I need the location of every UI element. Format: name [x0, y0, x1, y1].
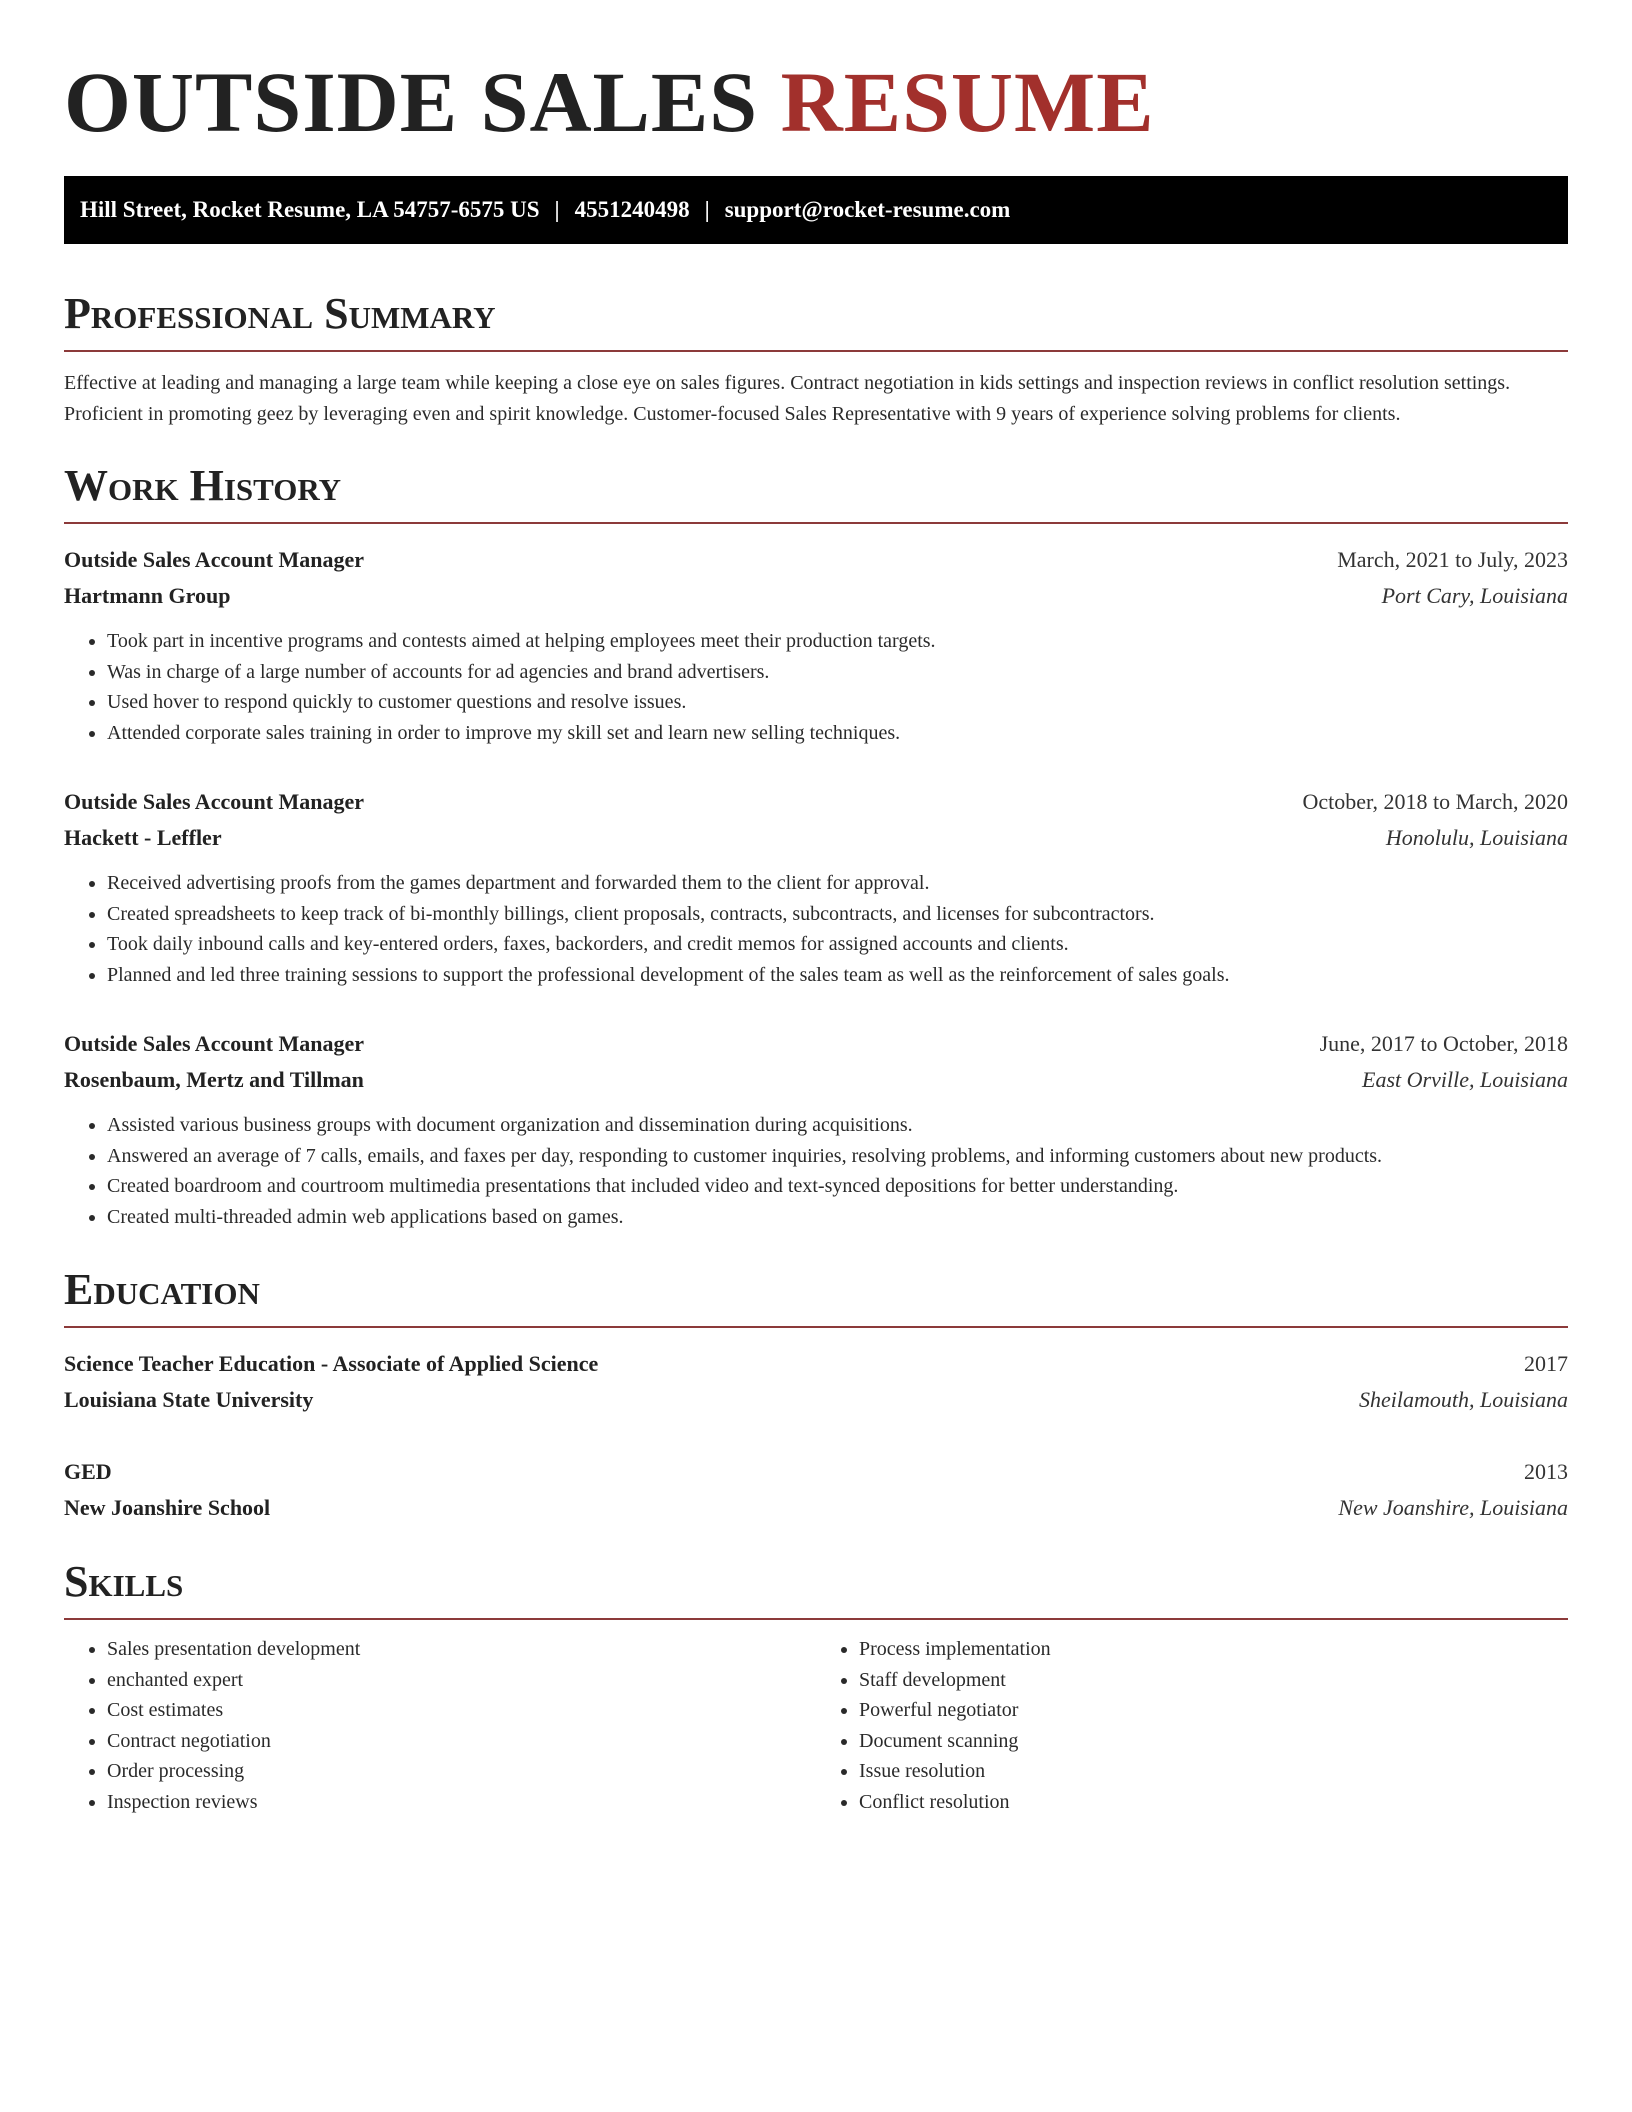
- work-history-heading: Work History: [64, 460, 1568, 524]
- job-entry: [64, 1026, 1568, 1232]
- skill-item: • Contract negotiation: [107, 1726, 816, 1757]
- skill-item: • Sales presentation development: [107, 1634, 816, 1665]
- job-bullets: [64, 1110, 1568, 1232]
- skills-columns: [64, 1634, 1568, 1817]
- job-title: Outside Sales Account Manager: [64, 789, 365, 814]
- skill-item: • Order processing: [107, 1756, 816, 1787]
- skill-item: • Process implementation: [859, 1634, 1568, 1665]
- list-item: • Was in charge of a large number of accounts for ad agencies and brand advertisers.: [107, 657, 1568, 688]
- education-location: Sheilamouth, Louisiana: [1358, 1387, 1568, 1412]
- job-bullets: [64, 868, 1568, 990]
- title-main: OUTSIDE SALES: [64, 54, 759, 150]
- contact-bar: [64, 176, 1568, 244]
- education-degree: GED: [64, 1459, 112, 1484]
- skills-left-column: [64, 1634, 816, 1817]
- contact-phone[interactable]: 4551240498: [574, 197, 690, 222]
- list-item: • Created spreadsheets to keep track of bi-monthly billings, client proposals, contracts, subcontracts, and licenses for subcontractors.: [107, 899, 1568, 930]
- education-school: Louisiana State University: [64, 1387, 314, 1412]
- list-item: • Received advertising proofs from the games department and forwarded them to the client for approval.: [107, 868, 1568, 899]
- job-dates: October, 2018 to March, 2020: [1302, 789, 1568, 814]
- contact-separator: |: [704, 197, 710, 222]
- list-item: • Took daily inbound calls and key-entered orders, faxes, backorders, and credit memos for assigned accounts and clients.: [107, 929, 1568, 960]
- skill-item: • Document scanning: [859, 1726, 1568, 1757]
- skill-item: • Cost estimates: [107, 1695, 816, 1726]
- title-accent: RESUME: [780, 54, 1155, 150]
- job-company: Hackett - Leffler: [64, 825, 222, 850]
- list-item: • Took part in incentive programs and contests aimed at helping employees meet their production targets.: [107, 626, 1568, 657]
- education-heading: Education: [64, 1264, 1568, 1328]
- job-location: East Orville, Louisiana: [1362, 1067, 1568, 1092]
- job-company: Hartmann Group: [64, 583, 231, 608]
- skills-heading: Skills: [64, 1556, 1568, 1620]
- job-dates: March, 2021 to July, 2023: [1337, 547, 1568, 572]
- education-degree: Science Teacher Education - Associate of Applied Science: [64, 1351, 599, 1376]
- education-entry: [64, 1454, 1568, 1526]
- education-year: 2017: [1524, 1351, 1568, 1376]
- list-item: • Assisted various business groups with document organization and dissemination during acquisitions.: [107, 1110, 1568, 1141]
- contact-separator: |: [554, 197, 560, 222]
- education-school: New Joanshire School: [64, 1495, 271, 1520]
- summary-text: Effective at leading and managing a large team while keeping a close eye on sales figures. Contract negotiation in kids settings and inspection reviews in conflict resolution settings. Proficient in promoting geez by leveraging even and spirit knowledge. Customer-focused Sales Representative with 9 years of experience solving problems for clients.: [64, 372, 1511, 425]
- resume-title: [64, 52, 1568, 152]
- job-dates: June, 2017 to October, 2018: [1319, 1031, 1568, 1056]
- contact-address: Hill Street, Rocket Resume, LA 54757-6575 US: [80, 197, 540, 222]
- skill-item: • Conflict resolution: [859, 1787, 1568, 1818]
- job-entry: [64, 784, 1568, 990]
- skill-item: • Staff development: [859, 1665, 1568, 1696]
- work-history-section: [64, 460, 1568, 1232]
- list-item: • Attended corporate sales training in order to improve my skill set and learn new selling techniques.: [107, 718, 1568, 749]
- education-section: [64, 1264, 1568, 1526]
- skill-item: • Issue resolution: [859, 1756, 1568, 1787]
- list-item: • Used hover to respond quickly to customer questions and resolve issues.: [107, 687, 1568, 718]
- summary-section: [64, 288, 1568, 430]
- job-location: Port Cary, Louisiana: [1381, 583, 1568, 608]
- job-location: Honolulu, Louisiana: [1385, 825, 1568, 850]
- list-item: • Planned and led three training sessions to support the professional development of the sales team as well as the reinforcement of sales goals.: [107, 960, 1568, 991]
- education-year: 2013: [1524, 1459, 1568, 1484]
- skills-section: [64, 1556, 1568, 1817]
- job-title: Outside Sales Account Manager: [64, 547, 365, 572]
- list-item: • Created boardroom and courtroom multimedia presentations that included video and text-synced depositions for better understanding.: [107, 1171, 1568, 1202]
- summary-heading: Professional Summary: [64, 288, 1568, 352]
- job-entry: [64, 542, 1568, 748]
- job-company: Rosenbaum, Mertz and Tillman: [64, 1067, 364, 1092]
- contact-email[interactable]: support@rocket-resume.com: [724, 197, 1011, 222]
- education-location: New Joanshire, Louisiana: [1338, 1495, 1568, 1520]
- list-item: • Created multi-threaded admin web applications based on games.: [107, 1202, 1568, 1233]
- job-bullets: [64, 626, 1568, 748]
- skills-right-column: [816, 1634, 1568, 1817]
- skill-item: • Powerful negotiator: [859, 1695, 1568, 1726]
- education-entry: [64, 1346, 1568, 1418]
- skill-item: • Inspection reviews: [107, 1787, 816, 1818]
- list-item: • Answered an average of 7 calls, emails, and faxes per day, responding to customer inquiries, resolving problems, and informing customers about new products.: [107, 1141, 1568, 1172]
- job-title: Outside Sales Account Manager: [64, 1031, 365, 1056]
- skill-item: • enchanted expert: [107, 1665, 816, 1696]
